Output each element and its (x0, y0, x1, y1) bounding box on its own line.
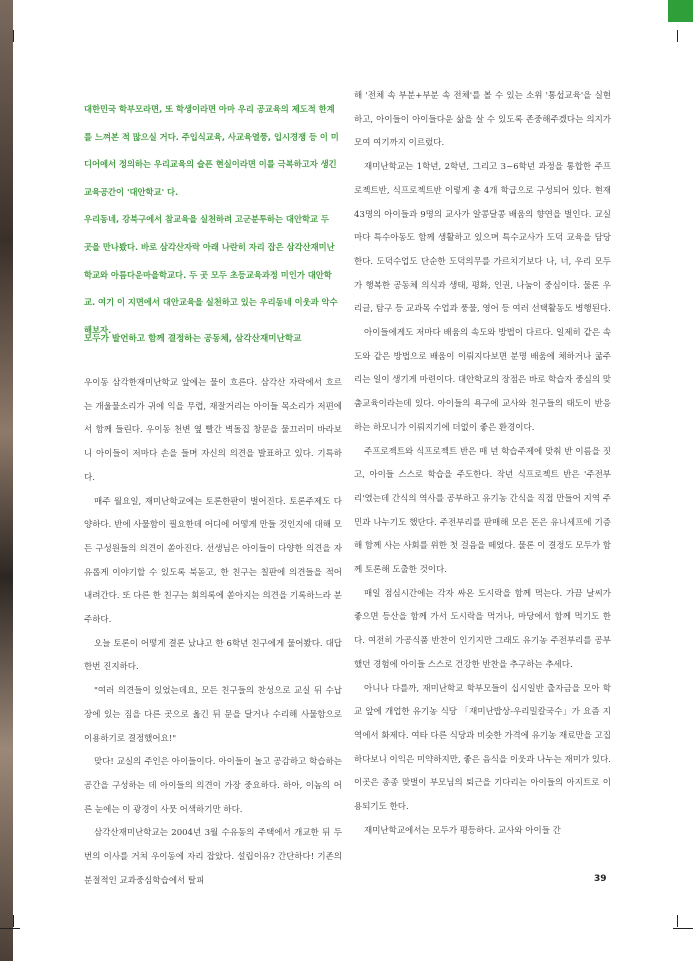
body-paragraph: 재미난학교는 1학년, 2학년, 그리고 3~6학년 과정을 통합한 주프로젝트반, 식프로젝트반 이렇게 총 4개 학급으로 구성되어 있다. 현재 43명의 아이들과 9명의 교사가 알콩달콩 배움의 향연을 벌인다. 교실마다 특수아동도 함께 생활하고 있으며 특수교사가 도덕 교육을 담당한다. 도덕수업도 단순한 도덕의무를 가르치기보다 나, 너, 우리 모두가 행복한 공동체 의식과 생태, 평화, 인권, 나눔이 중심이다. 물론 우리글, 탐구 등 교과목 수업과 풍물, 영어 등 여러 선택활동도 병행된다. (354, 162, 611, 315)
photo-strip (0, 0, 13, 961)
body-paragraph: 매일 점심시간에는 각자 싸온 도시락을 함께 먹는다. 가끔 날씨가 좋으면 등산을 함께 가서 도시락을 먹거나, 마당에서 함께 먹기도 한다. 여전히 가공식품 반찬이 인기지만 그래도 유기농 주전부리를 공부했던 경험에 아이들 스스로 건강한 반찬을 추구하는 추세다. (354, 588, 611, 670)
body-paragraph: 우이동 삼각한재미난학교 앞에는 물이 흐른다. 삼각산 자락에서 흐르는 개울물소리가 귀에 익을 무렵, 재잘거리는 아이들 목소리가 저편에서 함께 들린다. 우이동 천변 옆 빨간 벽돌집 창문을 물끄러미 바라보니 아이들이 저마다 손을 들며 자신의 의견을 발표하고 있다. 기특하다. (84, 378, 342, 483)
intro-paragraph: 우리동네, 강북구에서 참교육을 실천하려 고군분투하는 대안학교 두 곳을 만나봤다. 바로 삼각산자락 아래 나란히 자리 잡은 삼각산재미난학교와 아름다운마을학교다. 두 곳 모두 초등교육과정 미인가 대안학교. 여기 이 지면에서 대안교육을 실천하고 있는 우리동네 이웃과 악수해보자. (84, 214, 338, 335)
left-body-column (84, 372, 342, 893)
crop-mark (673, 928, 693, 929)
body-paragraph: 삼각산재미난학교는 2004년 3월 수유동의 주택에서 개교한 뒤 두 번의 이사를 거쳐 우이동에 자리 잡았다. 설립이유? 간단하다! 기존의 분절적인 교과중심학습에서 탈피 (84, 828, 342, 886)
crop-mark (677, 915, 678, 927)
intro-lead (84, 96, 339, 344)
crop-mark (13, 30, 14, 42)
body-paragraph: 아이들에게도 저마다 배움의 속도와 방법이 다르다. 일제히 같은 속도와 같은 방법으로 배움이 이뤄지다보면 분명 배움에 체하거나 굶주리는 일이 생기게 마련이다. 대안학교의 장점은 바로 학습자 중심의 맞춤교육이라는데 있다. 아이들의 욕구에 교사와 친구들의 태도이 반응하는 하모니가 이뤄지기에 더없이 좋은 환경이다. (354, 328, 611, 433)
page-number: 39 (594, 874, 607, 884)
body-paragraph: 주프로젝트와 식프로젝트 반은 매 년 학습주제에 맞춰 반 이름을 짓고, 아이들 스스로 학습을 주도한다. 작년 식프로젝트 반은 '주전부리'였는데 간식의 역사를 공부하고 유기농 간식을 직접 만들어 지역 주민과 나누기도 했단다. 주전부리를 판매해 모은 돈은 유니세프에 기증해 함께 사는 사회를 위한 첫 걸음을 떼었다. 물론 이 결정도 모두가 함께 토론해 도출한 것이다. (354, 446, 611, 576)
body-paragraph: 재미난학교에서는 모두가 평등하다. 교사와 아이들 간 (364, 825, 561, 836)
body-paragraph: 해 '전체 속 부분+부분 속 전체'를 볼 수 있는 소위 '통섭교육'을 실현하고, 아이들이 아이들다운 삶을 살 수 있도록 존중해주겠다는 의지가 모여 여기까지 이르렀다. (354, 91, 611, 149)
body-paragraph: 오늘 토론이 어떻게 결론 났냐고 한 6학년 친구에게 물어봤다. 대답한번 진지하다. (84, 638, 342, 673)
crop-mark (677, 30, 678, 42)
section-title: 모두가 발언하고 함께 결정하는 공동체, 삼각산재미난학교 (84, 334, 302, 344)
green-corner-tab (668, 0, 693, 22)
right-body-column (354, 85, 611, 844)
body-paragraph: 매주 월요일, 재미난학교에는 토론한판이 벌어진다. 토론주제도 다양하다. 반에 사물함이 필요한데 어디에 어떻게 만들 것인지에 대해 모든 구성원들의 의견이 쏟아진다. 선생님은 아이들이 다양한 의견을 자유롭게 이야기할 수 있도록 북돋고, 한 친구는 칠판에 의견들을 적어 내려간다. 또 다른 한 친구는 회의록에 쏟아지는 의견을 기록하느라 분주하다. (84, 496, 342, 626)
body-paragraph: 맞다! 교실의 주인은 아이들이다. 아이들이 놀고 공감하고 학습하는 공간을 구성하는 데 아이들의 의견이 가장 중요하다. 하아, 이놈의 어른 눈에는 이 광경이 사뭇 어색하기만 하다. (84, 757, 342, 815)
crop-mark (13, 915, 14, 927)
intro-paragraph: 대한민국 학부모라면, 또 학생이라면 아마 우리 공교육의 제도적 한계를 느껴본 적 많으실 거다. 주입식교육, 사교육열풍, 입시경쟁 등 이 미디어에서 정의하는 우리교육의 슬픈 현실이라면 이를 극복하고자 생긴 교육공간이 '대안학교' 다. (84, 104, 339, 197)
quote-paragraph: "여러 의견들이 있었는데요, 모든 친구들의 찬성으로 교실 뒤 수납장에 있는 짐을 다른 곳으로 옮긴 뒤 문을 달거나 수리해 사물함으로 이용하기로 결정했어요!" (84, 686, 342, 744)
body-paragraph: 아니나 다를까, 재미난학교 학부모들이 십시일반 출자금을 모아 학교 앞에 개업한 유기농 식당 「재미난밥상-우리밀칼국수」가 요즘 지역에서 화제다. 여타 다른 식당과 비슷한 가격에 유기농 재료만을 고집하다보니 이익은 미약하지만, 좋은 음식을 이웃과 나누는 재미가 있다. 이곳은 종종 맞벌이 부모님의 퇴근을 기다리는 아이들의 아지트로 이용되기도 한다. (354, 683, 611, 813)
crop-mark (0, 928, 20, 929)
